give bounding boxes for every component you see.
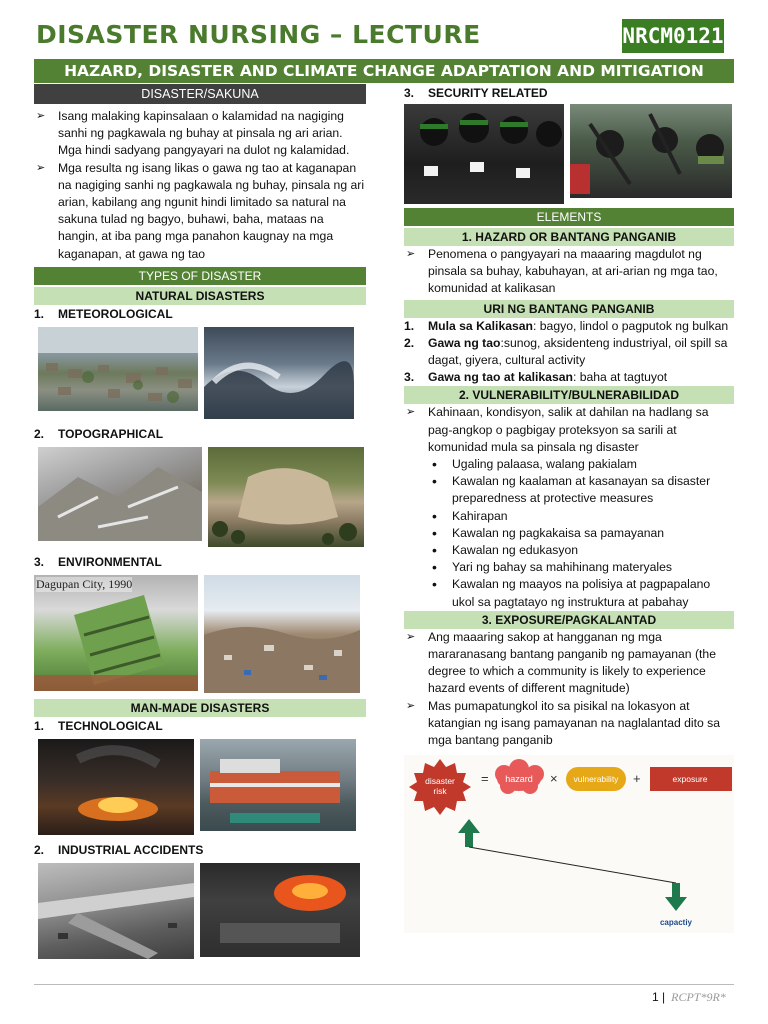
list-item: ➢ Mga resulta ng isang likas o gawa ng tao at kaganapan na nagiging sanhi ng pagkawala ng buhay, pinsala ng ari arian, kabilang ang ngunit hindi limitado sa natural na sakuna tulad ng bagyo, buhawi, baha, mataas na hangin, at iba pang mga panahon kaugnay na mga kaganapan, at gawa ng tao xyxy=(34,160,366,263)
burning-ship-photo xyxy=(200,739,356,831)
meteorological-heading: 1. METEOROLOGICAL xyxy=(34,306,173,321)
security-related-heading: 3. SECURITY RELATED xyxy=(404,86,548,100)
fire-ruins-photo xyxy=(38,739,194,835)
technological-heading: 1. TECHNOLOGICAL xyxy=(34,718,163,733)
right-column xyxy=(404,84,734,933)
man-made-disasters-header: MAN-MADE DISASTERS xyxy=(34,699,366,717)
technological-photos xyxy=(38,739,366,835)
hazard-label: hazard xyxy=(505,774,533,785)
equals-sign: = xyxy=(481,771,489,787)
vulnerability-definition xyxy=(404,404,734,456)
environmental-photos xyxy=(34,575,366,693)
landslide-photo xyxy=(208,447,364,547)
vulnerability-header: 2. VULNERABILITY/BULNERABILIDAD xyxy=(404,386,734,404)
list-item: 1. Mula sa Kalikasan: bagyo, lindol o pagputok ng bulkan xyxy=(404,318,729,333)
list-item: 2. Gawa ng tao:sunog, aksidenteng industriyal, oil spill sa dagat, giyera, cultural activity xyxy=(404,335,728,368)
storm-wave-photo xyxy=(204,327,354,419)
list-item: • Yari ng bahay sa mahihinang materyales xyxy=(430,559,734,576)
uri-header: URI NG BANTANG PANGANIB xyxy=(404,300,734,318)
page-number: 1 | RCPT*9R* xyxy=(652,990,726,1004)
industrial-accidents-heading: 2. INDUSTRIAL ACCIDENTS xyxy=(34,842,204,857)
uri-list xyxy=(404,318,734,387)
risk-formula-svg xyxy=(404,755,734,933)
topic-banner: HAZARD, DISASTER AND CLIMATE CHANGE ADAPTATION AND MITIGATION xyxy=(34,59,734,83)
vulnerability-bullets xyxy=(430,456,734,611)
disaster-risk-label-1: disaster xyxy=(425,776,455,787)
course-code-badge: NRCM0121 xyxy=(622,19,724,53)
list-item: ➢ Ang maaaring sakop at hangganan ng mga mararanasang bantang panganib ng pamayanan (the degree to which a community is likely to experience hazard events of different magnitude) xyxy=(404,629,734,698)
list-item: 3. Gawa ng tao at kalikasan: baha at tagtuyot xyxy=(404,370,668,385)
vulnerability-label: vulnerability xyxy=(573,774,619,785)
collapsed-highway-photo xyxy=(38,863,194,959)
list-item: ➢ Isang malaking kapinsalaan o kalamidad na nagiging sanhi ng pagkawala ng buhay at pinsala ng ari arian. Mga hindi sadyang pangyayari na dulot ng kalamidad. xyxy=(34,108,366,160)
exposure-label: exposure xyxy=(672,774,708,785)
armed-group-photo xyxy=(404,104,564,204)
environmental-heading: 3. ENVIRONMENTAL xyxy=(34,554,162,569)
types-of-disaster-header: TYPES OF DISASTER xyxy=(34,267,366,285)
topographical-photos xyxy=(38,447,366,547)
disaster-header: DISASTER/SAKUNA xyxy=(34,84,366,104)
security-photos xyxy=(404,104,734,204)
times-sign: × xyxy=(550,771,558,787)
hazard-definition xyxy=(404,246,734,298)
footer-divider xyxy=(34,984,734,985)
industrial-accidents-photos xyxy=(38,863,366,959)
list-item: ➢ Mas pumapatungkol ito sa pisikal na lokasyon at katangian ng isang pamayanan na naglalantad dito sa mga bantang panganib xyxy=(404,698,734,750)
exposure-header: 3. EXPOSURE/PAGKALANTAD xyxy=(404,611,734,629)
hazard-header: 1. HAZARD OR BANTANG PANGANIB xyxy=(404,228,734,246)
photo-caption: Dagupan City, 1990 xyxy=(36,576,133,591)
list-item: • Kawalan ng kaalaman at kasanayan sa disaster preparedness at protective measures xyxy=(430,473,734,507)
down-arrow-icon xyxy=(665,883,687,911)
garbage-dump-photo xyxy=(204,575,360,693)
flood-photo xyxy=(38,327,198,411)
list-item: ➢ Kahinaan, kondisyon, salik at dahilan na hadlang sa pag-angkop o pagbigay proteksyon sa sarili at komunidad mula sa pinsala ng disaster xyxy=(404,404,734,456)
disaster-definition-list xyxy=(34,108,366,263)
list-item: • Kawalan ng pagkakaisa sa pamayanan xyxy=(430,525,734,542)
capacity-label: capactiy xyxy=(659,918,693,928)
elements-header: ELEMENTS xyxy=(404,208,734,226)
page-title: DISASTER NURSING – LECTURE xyxy=(36,20,481,49)
list-item: • Kawalan ng maayos na polisiya at pagpapalano ukol sa pagtatayo ng instruktura at pabahay xyxy=(430,576,734,610)
connector-line xyxy=(469,847,676,883)
risk-formula-diagram xyxy=(404,755,734,933)
collapsed-building-photo xyxy=(34,575,198,691)
list-item: • Kawalan ng edukasyon xyxy=(430,542,734,559)
natural-disasters-header: NATURAL DISASTERS xyxy=(34,287,366,305)
topographical-heading: 2. TOPOGRAPHICAL xyxy=(34,426,164,441)
fire-explosion-photo xyxy=(200,863,360,957)
plus-sign: + xyxy=(633,771,641,787)
earthquake-rubble-photo xyxy=(38,447,202,541)
militants-photo xyxy=(570,104,732,198)
up-arrow-icon xyxy=(458,819,480,847)
list-item: ➢ Penomena o pangyayari na maaaring magdulot ng pinsala sa buhay, kabuhayan, at ari-arian ng mga tao, komunidad at kalikasan xyxy=(404,246,734,298)
disaster-risk-label-2: risk xyxy=(433,786,447,797)
signature: RCPT*9R* xyxy=(671,990,726,1004)
list-item: • Kahirapan xyxy=(430,508,734,525)
list-item: • Ugaling palaasa, walang pakialam xyxy=(430,456,734,473)
meteorological-photos xyxy=(38,327,366,419)
exposure-points xyxy=(404,629,734,749)
left-column xyxy=(34,84,366,965)
